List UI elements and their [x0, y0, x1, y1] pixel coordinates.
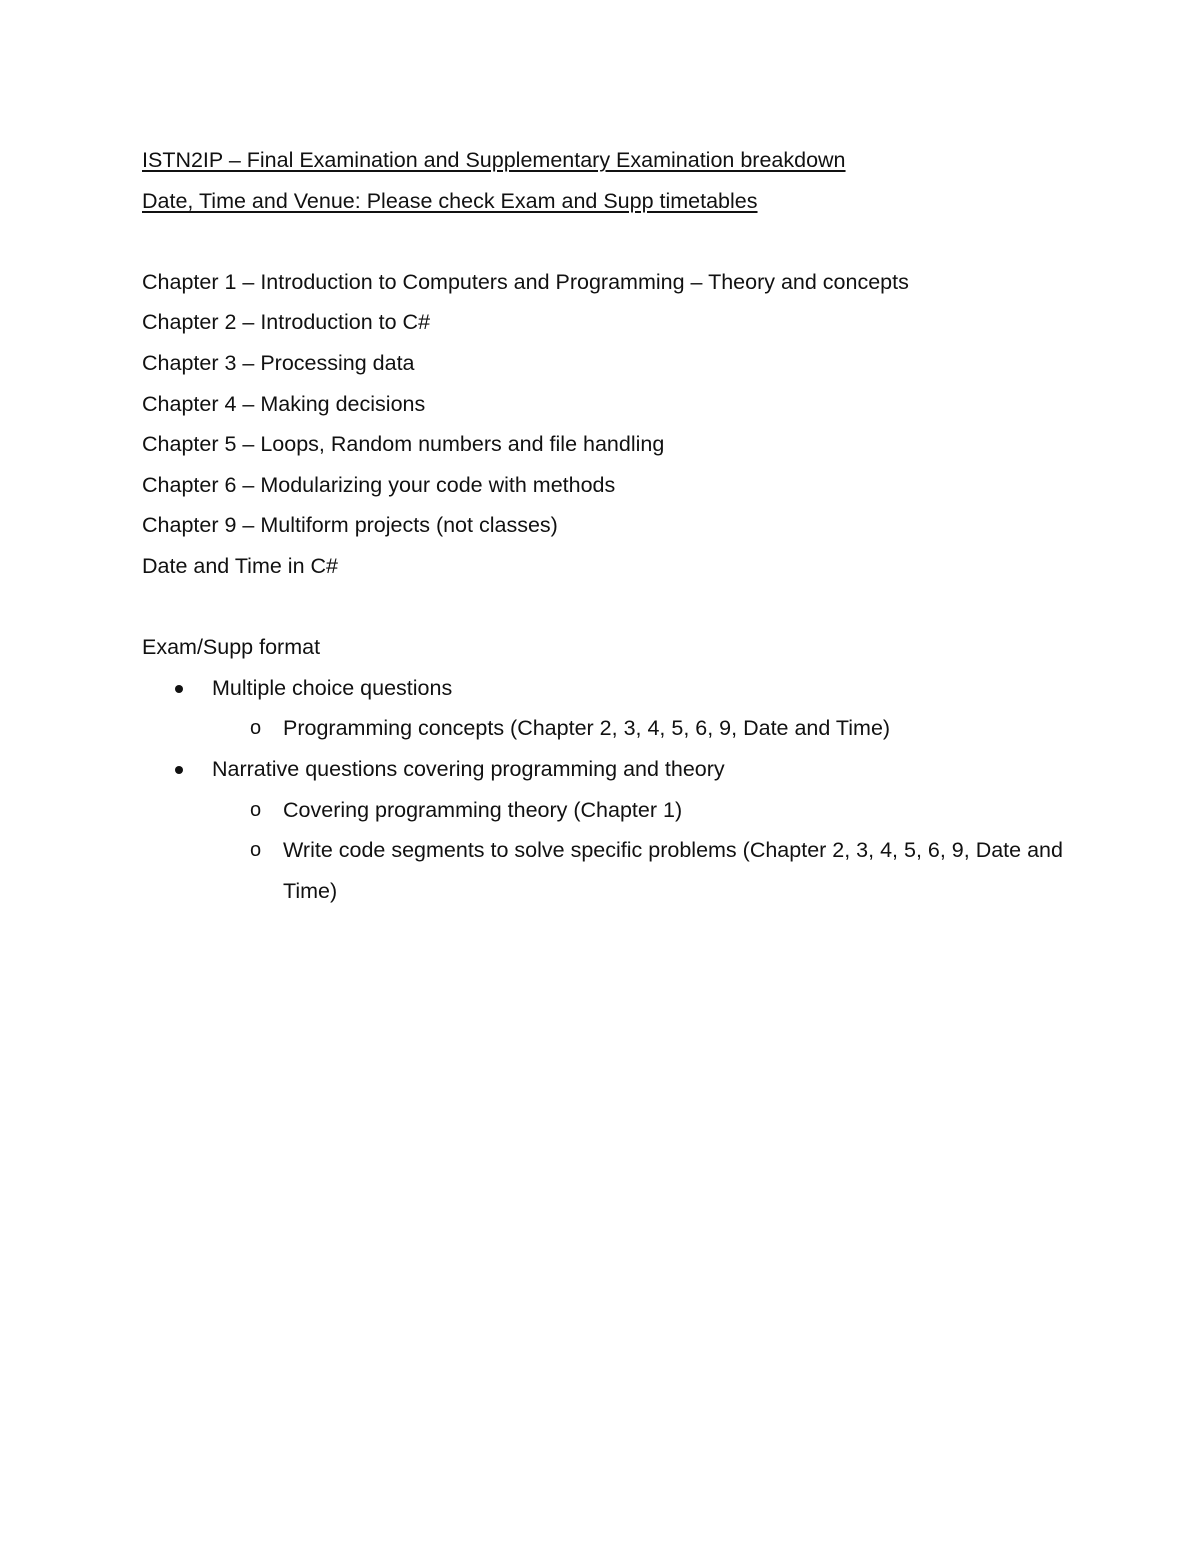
format-subitem-text: Write code segments to solve specific problems (Chapter 2, 3, 4, 5, 6, 9, Date and Time)	[283, 838, 1063, 903]
spacer	[142, 221, 1082, 262]
format-subitem-text: Programming concepts (Chapter 2, 3, 4, 5, 6, 9, Date and Time)	[283, 716, 891, 741]
format-item	[142, 749, 1082, 911]
chapter-item: Chapter 3 – Processing data	[142, 350, 415, 375]
chapter-item: Chapter 9 – Multiform projects (not classes)	[142, 513, 558, 538]
format-item-label: Multiple choice questions	[212, 675, 453, 700]
chapter-item: Date and Time in C#	[142, 553, 338, 578]
format-item	[142, 668, 1082, 749]
chapter-item: Chapter 2 – Introduction to C#	[142, 310, 431, 335]
bullet-disc-icon	[175, 685, 183, 693]
format-subitem	[142, 708, 1082, 749]
format-subitem	[142, 790, 1082, 831]
format-subitem-text: Covering programming theory (Chapter 1)	[283, 797, 683, 822]
format-item-label: Narrative questions covering programming and theory	[212, 756, 725, 781]
chapter-item: Chapter 1 – Introduction to Computers and Programming – Theory and concepts	[142, 269, 909, 294]
chapter-item: Chapter 4 – Making decisions	[142, 391, 426, 416]
chapter-item: Chapter 5 – Loops, Random numbers and file handling	[142, 432, 665, 457]
format-list	[142, 668, 1082, 912]
bullet-disc-icon	[175, 766, 183, 774]
bullet-circle-icon: o	[250, 798, 262, 821]
format-heading: Exam/Supp format	[142, 635, 321, 660]
bullet-circle-icon: o	[250, 717, 262, 740]
bullet-circle-icon: o	[250, 839, 262, 862]
chapter-list	[142, 262, 1082, 587]
chapter-item: Chapter 6 – Modularizing your code with methods	[142, 472, 616, 497]
format-subitem	[142, 830, 1082, 911]
document-content	[142, 140, 1082, 911]
document-title: ISTN2IP – Final Examination and Supplementary Examination breakdown	[142, 148, 846, 172]
date-time-venue-line: Date, Time and Venue: Please check Exam and Supp timetables	[142, 188, 758, 213]
spacer	[142, 587, 1082, 628]
format-sublist	[212, 708, 1082, 749]
format-sublist	[212, 790, 1082, 912]
